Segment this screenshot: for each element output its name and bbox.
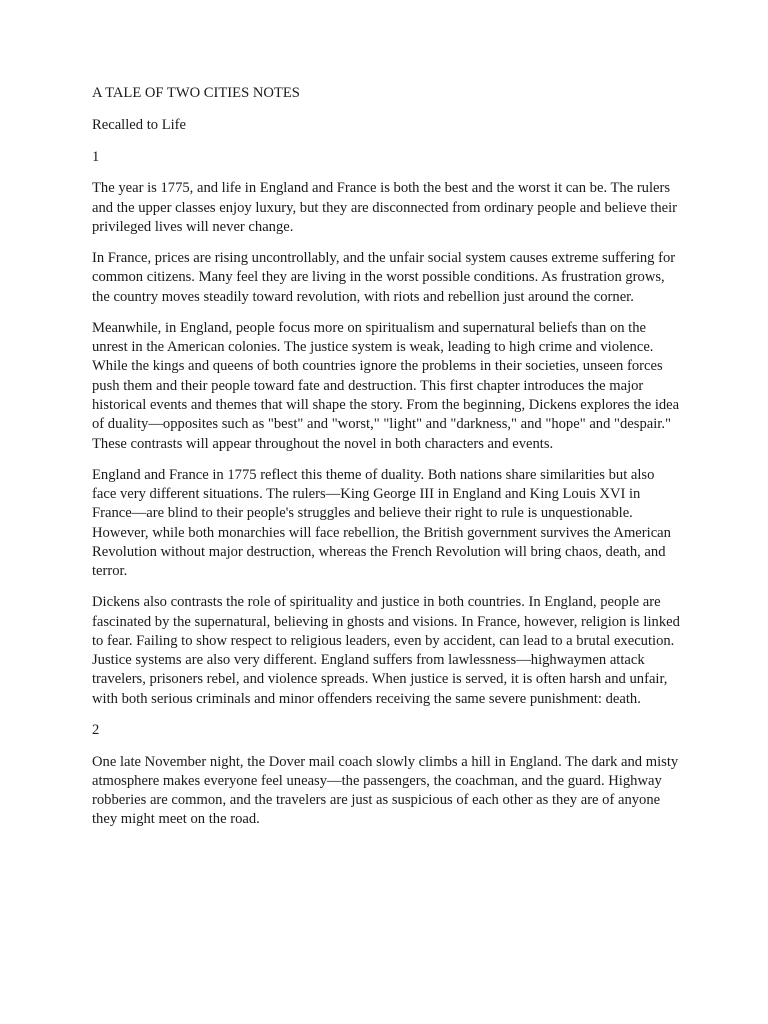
chapter-number: 1 [92,148,100,165]
document-title: A TALE OF TWO CITIES NOTES [92,85,300,101]
paragraph: Dickens also contrasts the role of spirituality and justice in both countries. In England, people are fascinated by the supernatural, believing in ghosts and visions. In France, however, religion is linked to fear. Failing to show respect to religious leaders, even by accident, can lead to a brutal execution. Justice systems are also very different. England suffers from lawlessness—highwaymen attack travelers, prisoners rebel, and violence spreads. When justice is served, it is often harsh and unfair, with both serious criminals and minor offenders receiving the same severe punishment: death. [92,594,680,707]
chapter-number: 2 [92,721,100,738]
section-title: Recalled to Life [92,116,187,133]
paragraph: England and France in 1775 reflect this theme of duality. Both nations share similarities but also face very different situations. The rulers—King George III in England and King Louis XVI in France—are blind to their people's struggles and believe their right to rule is unquestionable. However, while both monarchies will face rebellion, the British government survives the American Revolution without major destruction, whereas the French Revolution will bring chaos, death, and terror. [92,466,671,580]
paragraph: One late November night, the Dover mail coach slowly climbs a hill in England. The dark and misty atmosphere makes everyone feel uneasy—the passengers, the coachman, and the guard. Highway robberies are common, and the travelers are just as suspicious of each other as they are of anyone they might meet on the road. [92,753,679,828]
paragraph: The year is 1775, and life in England and France is both the best and the worst it can be. The rulers and the upper classes enjoy luxury, but they are disconnected from ordinary people and believe their privileged lives will never change. [92,180,678,235]
paragraph: Meanwhile, in England, people focus more on spiritualism and supernatural beliefs than on the unrest in the American colonies. The justice system is weak, leading to high crime and violence. While the kings and queens of both countries ignore the problems in their societies, unseen forces push them and their people toward fate and destruction. This first chapter introduces the major historical events and themes that will shape the story. From the beginning, Dickens explores the idea of duality—opposites such as "best" and "worst," "light" and "darkness," and "hope" and "despair." These contrasts will appear throughout the novel in both characters and events. [92,319,680,452]
paragraph: In France, prices are rising uncontrollably, and the unfair social system causes extreme suffering for common citizens. Many feel they are living in the worst possible conditions. As frustration grows, the country moves steadily toward revolution, with riots and rebellion just around the corner. [92,250,676,305]
document-page [92,84,682,842]
